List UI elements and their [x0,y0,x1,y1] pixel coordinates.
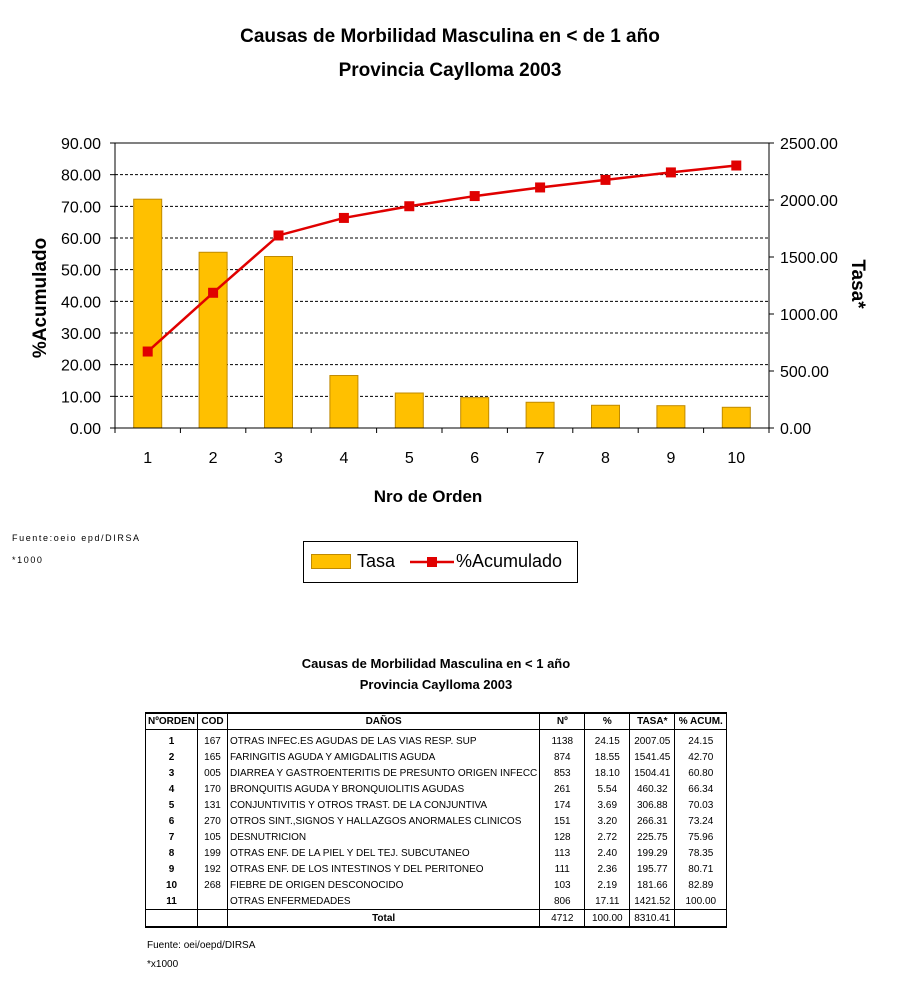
row-dano: DIARREA Y GASTROENTERITIS DE PRESUNTO ORIGEN INFECC [228,765,540,781]
header-cod: COD [198,713,228,730]
row-porcentaje: 18.55 [585,749,630,765]
table-row [146,730,727,750]
acumulado-point [339,213,349,223]
acumulado-point [666,167,676,177]
left-tick-label: 20.00 [60,357,101,375]
row-numero: 111 [540,861,585,877]
total-n: 4712 [540,910,585,928]
morbidity-table [145,712,727,928]
chart-source-note: Fuente:oeio epd/DIRSA [12,533,141,543]
left-axis-title: %Acumulado [30,237,51,359]
header-numero: Nº [540,713,585,730]
row-numero: 174 [540,797,585,813]
row-acumulado: 100.00 [675,893,727,910]
row-dano: OTRAS INFEC.ES AGUDAS DE LAS VIAS RESP. SUP [228,730,540,750]
row-cod [198,893,228,910]
header-tasa: TASA* [630,713,675,730]
row-tasa: 1541.45 [630,749,675,765]
row-numero: 113 [540,845,585,861]
row-numero: 874 [540,749,585,765]
right-tick-label: 2500.00 [780,136,838,153]
x-tick-label: 9 [666,450,676,467]
row-porcentaje: 17.11 [585,893,630,910]
table-row [146,893,727,910]
table-subtitle: Provincia Caylloma 2003 [359,677,513,692]
row-numero: 151 [540,813,585,829]
row-orden: 4 [146,781,198,797]
tasa-bar [722,407,750,428]
total-pct: 100.00 [585,910,630,928]
row-porcentaje: 18.10 [585,765,630,781]
row-orden: 2 [146,749,198,765]
right-tick-label: 1500.00 [780,250,838,267]
acumulado-point [274,230,284,240]
tasa-bar [330,376,358,428]
row-acumulado: 82.89 [675,877,727,893]
row-porcentaje: 5.54 [585,781,630,797]
row-porcentaje: 2.40 [585,845,630,861]
x-tick-label: 7 [535,450,545,467]
row-acumulado: 24.15 [675,730,727,750]
row-acumulado: 73.24 [675,813,727,829]
x-tick-label: 8 [601,450,610,467]
row-orden: 10 [146,877,198,893]
row-tasa: 225.75 [630,829,675,845]
left-tick-label: 40.00 [60,294,101,312]
chart-legend [303,541,578,583]
row-numero: 103 [540,877,585,893]
acumulado-point [208,288,218,298]
table-title: Causas de Morbilidad Masculina en < 1 año [301,656,571,671]
row-numero: 1138 [540,730,585,750]
row-tasa: 2007.05 [630,730,675,750]
header-orden: NºORDEN [146,713,198,730]
left-tick-label: 0.00 [69,421,101,438]
tasa-bar [526,402,554,428]
total-tasa: 8310.41 [630,910,675,928]
right-tick-label: 0.00 [780,421,812,438]
row-dano: OTRAS ENF. DE LA PIEL Y DEL TEJ. SUBCUTANEO [228,845,540,861]
row-tasa: 199.29 [630,845,675,861]
x-axis-title: Nro de Orden [373,487,483,506]
row-dano: OTRAS ENFERMEDADES [228,893,540,910]
legend-label-tasa: Tasa [357,551,396,571]
table-total-row [146,910,727,928]
tasa-bar [592,405,620,428]
left-tick-label: 90.00 [60,136,101,153]
row-orden: 1 [146,730,198,750]
row-acumulado: 70.03 [675,797,727,813]
row-tasa: 1421.52 [630,893,675,910]
tasa-bar [199,252,227,428]
x-tick-label: 1 [143,450,153,467]
legend-line-swatch [410,554,454,570]
tasa-bar [134,199,162,428]
right-axis-title: Tasa* [847,259,868,309]
row-cod: 270 [198,813,228,829]
row-dano: OTRAS ENF. DE LOS INTESTINOS Y DEL PERITONEO [228,861,540,877]
row-cod: 005 [198,765,228,781]
row-orden: 11 [146,893,198,910]
row-acumulado: 42.70 [675,749,727,765]
row-orden: 3 [146,765,198,781]
row-acumulado: 75.96 [675,829,727,845]
row-cod: 192 [198,861,228,877]
row-numero: 853 [540,765,585,781]
row-orden: 8 [146,845,198,861]
acumulado-point [601,175,611,185]
row-porcentaje: 3.20 [585,813,630,829]
total-label: Total [228,910,540,928]
right-tick-label: 500.00 [780,364,829,381]
chart-title: Causas de Morbilidad Masculina en < de 1 año [240,26,660,47]
row-cod: 165 [198,749,228,765]
row-dano: FARINGITIS AGUDA Y AMIGDALITIS AGUDA [228,749,540,765]
tasa-bar [265,256,293,428]
left-tick-label: 10.00 [60,389,101,407]
row-tasa: 181.66 [630,877,675,893]
row-dano: OTROS SINT.,SIGNOS Y HALLAZGOS ANORMALES CLINICOS [228,813,540,829]
left-tick-label: 30.00 [60,326,101,343]
row-acumulado: 78.35 [675,845,727,861]
acumulado-point [731,161,741,171]
row-numero: 806 [540,893,585,910]
header-danos: DAÑOS [228,713,540,730]
row-orden: 5 [146,797,198,813]
x-tick-label: 10 [727,450,746,467]
x-tick-label: 6 [470,450,480,467]
row-tasa: 195.77 [630,861,675,877]
left-tick-label: 60.00 [60,231,101,248]
left-tick-label: 50.00 [60,262,101,280]
total-empty-1 [146,910,198,928]
left-tick-label: 80.00 [60,167,101,185]
total-acum [675,910,727,928]
table-row [146,781,727,797]
row-tasa: 266.31 [630,813,675,829]
chart-multiplier-note: *1000 [12,555,44,565]
right-tick-label: 2000.00 [780,193,838,210]
row-cod: 167 [198,730,228,750]
row-porcentaje: 2.36 [585,861,630,877]
row-orden: 7 [146,829,198,845]
row-acumulado: 60.80 [675,765,727,781]
table-row [146,813,727,829]
row-dano: BRONQUITIS AGUDA Y BRONQUIOLITIS AGUDAS [228,781,540,797]
total-empty-2 [198,910,228,928]
acumulado-point [535,182,545,192]
row-tasa: 306.88 [630,797,675,813]
x-tick-label: 3 [274,450,283,467]
row-orden: 9 [146,861,198,877]
table-multiplier-note: *x1000 [147,959,179,970]
acumulado-point [143,347,153,357]
row-cod: 105 [198,829,228,845]
table-row [146,765,727,781]
header-acumulado: % ACUM. [675,713,727,730]
row-dano: FIEBRE DE ORIGEN DESCONOCIDO [228,877,540,893]
row-cod: 268 [198,877,228,893]
row-tasa: 460.32 [630,781,675,797]
acumulado-point [404,201,414,211]
table-row [146,829,727,845]
row-porcentaje: 24.15 [585,730,630,750]
row-orden: 6 [146,813,198,829]
tasa-bar [657,406,685,428]
row-cod: 170 [198,781,228,797]
row-numero: 261 [540,781,585,797]
x-tick-label: 5 [404,450,414,467]
legend-label-acumulado: %Acumulado [456,551,563,571]
x-tick-label: 2 [208,450,218,467]
header-porcentaje: % [585,713,630,730]
table-header-row [146,713,727,730]
row-acumulado: 66.34 [675,781,727,797]
row-cod: 199 [198,845,228,861]
row-porcentaje: 2.19 [585,877,630,893]
acumulado-point [470,191,480,201]
row-dano: DESNUTRICION [228,829,540,845]
table-row [146,877,727,893]
tasa-bar [395,393,423,428]
tasa-bar [461,398,489,428]
table-source-note: Fuente: oei/oepd/DIRSA [147,940,256,951]
row-cod: 131 [198,797,228,813]
row-porcentaje: 2.72 [585,829,630,845]
x-tick-label: 4 [339,450,349,467]
right-tick-label: 1000.00 [780,307,838,324]
row-dano: CONJUNTIVITIS Y OTROS TRAST. DE LA CONJUNTIVA [228,797,540,813]
row-acumulado: 80.71 [675,861,727,877]
row-porcentaje: 3.69 [585,797,630,813]
legend-bar-swatch [311,554,351,569]
table-row [146,749,727,765]
chart-subtitle: Provincia Caylloma 2003 [338,60,562,81]
row-numero: 128 [540,829,585,845]
table-row [146,845,727,861]
table-row [146,797,727,813]
acumulado-line [148,166,737,352]
left-tick-label: 70.00 [60,199,101,217]
row-tasa: 1504.41 [630,765,675,781]
table-row [146,861,727,877]
